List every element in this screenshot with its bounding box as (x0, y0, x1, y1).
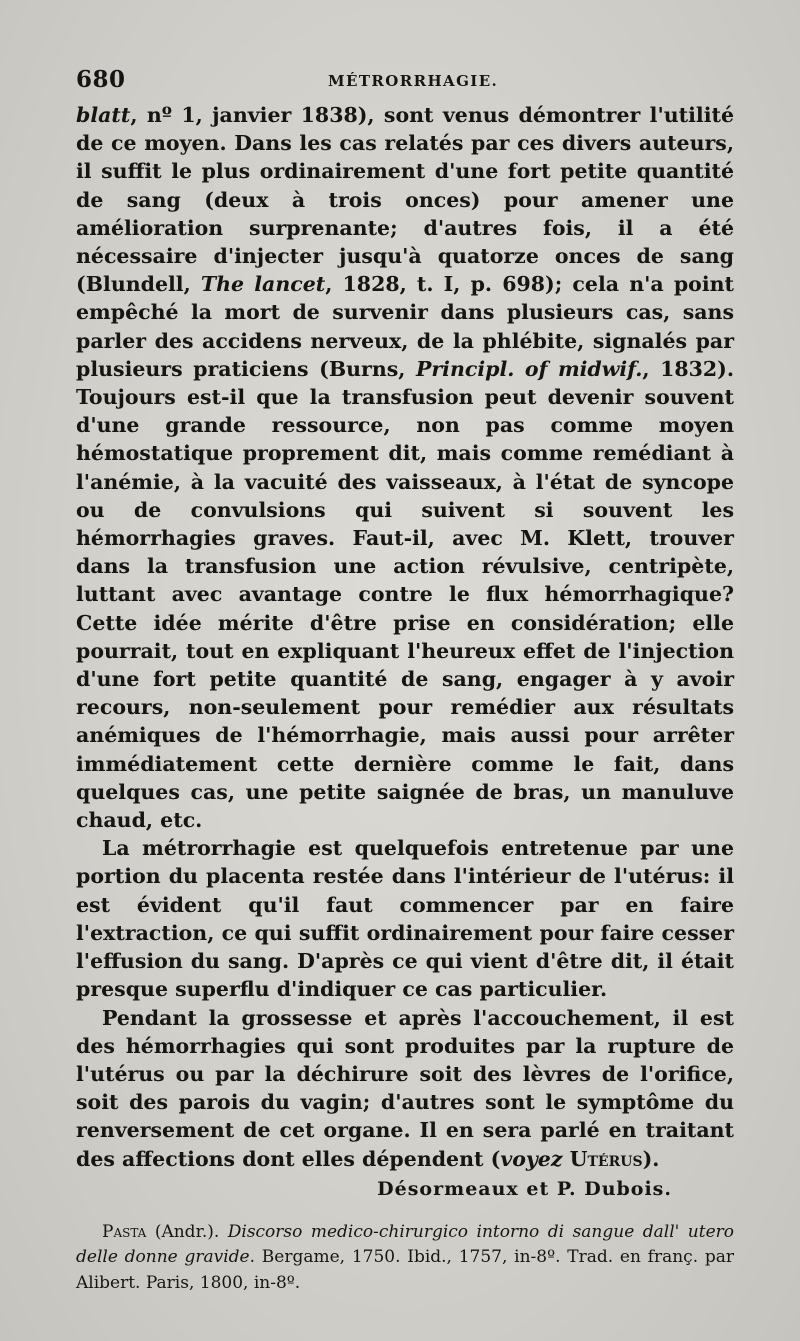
italic-text: Discorso medico-chirurgico intorno di sangue dall' utero delle donne gravide (76, 1221, 734, 1268)
text-run: . Bergame, 1750. Ibid., 1757, in-8º. Trad. en franç. par Alibert. Paris, 1800, in-8º. (76, 1247, 734, 1293)
text-run: ). (642, 1146, 660, 1171)
bibliography-entry (76, 1220, 734, 1297)
small-caps-text: Utérus (569, 1146, 643, 1171)
text-run: Pendant la grossesse et après l'accouchement, il est des hémorrhagies qui sont produites par la rupture de l'utérus ou par la déchirure soit des lèvres de l'orifice, soit des parois du vagin; d'autres sont le symptôme du renversement de cet organe. Il en sera parlé en traitant des affections dont elles dépendent ( (76, 1005, 734, 1171)
paragraph (76, 834, 734, 1003)
italic-text: The lancet (200, 272, 326, 297)
running-head: MÉTRORRHAGIE. (328, 72, 499, 90)
page-number: 680 (76, 66, 126, 93)
paragraph (76, 1004, 734, 1173)
text-run: , nº 1, janvier 1838), sont venus démontrer l'utilité de ce moyen. Dans les cas relatés par ces divers auteurs, il suffit le plus ordinairement d'une fort petite quantité de sang (deux à trois onces) pour amener une amélioration surprenante; d'autres fois, il a été nécessaire d'injecter jusqu'à quatorze onces de sang (Blundell, (76, 103, 734, 297)
italic-text: voyez (500, 1146, 563, 1171)
paragraph (76, 101, 734, 834)
body-text (76, 101, 734, 1296)
text-run: La métrorrhagie est quelquefois entretenue par une portion du placenta restée dans l'intérieur de l'utérus: il est évident qu'il faut commencer par en faire l'extraction, ce qui suffit ordinairement pour faire cesser l'effusion du sang. D'après ce qui vient d'être dit, il était presque superflu d'indiquer ce cas particulier. (76, 836, 734, 1002)
italic-text: Principl. of midwif. (415, 356, 643, 381)
page-header (76, 66, 732, 98)
author-signature: Désormeaux et P. Dubois. (377, 1177, 672, 1200)
text-run: , 1832). Toujours est-il que la transfusion peut devenir souvent d'une grande ressource, non pas comme moyen hémostatique proprement dit, mais comme remédiant à l'anémie, à la vacuité des vaisseaux, à l'état de syncope ou de convulsions qui suivent si souvent les hémorrhagies graves. Faut-il, avec M. Klett, trouver dans la transfusion une action révulsive, centripète, luttant avec avantage contre le flux hémorrhagique? Cette idée mérite d'être prise en considération; elle pourrait, tout en expliquant l'heureux effet de l'injection d'une fort petite quantité de sang, engager à y avoir recours, non-seulement pour remédier aux résultats anémiques de l'hémorrhagie, mais aussi pour arrêter immédiatement cette dernière comme le fait, dans quelques cas, une petite saignée de bras, un manuluve chaud, etc. (76, 356, 734, 833)
text-run: , 1828, t. I, p. 698); cela n'a point empêché la mort de survenir dans plusieurs cas, sans parler des accidens nerveux, de la phlébite, signalés par plusieurs praticiens (Burns, (76, 272, 734, 381)
text-run (563, 1147, 570, 1171)
text-run: (Andr.). (146, 1221, 228, 1242)
small-caps-text: Pasta (102, 1221, 147, 1242)
italic-text: blatt (76, 103, 131, 127)
bibliography (76, 1220, 734, 1297)
